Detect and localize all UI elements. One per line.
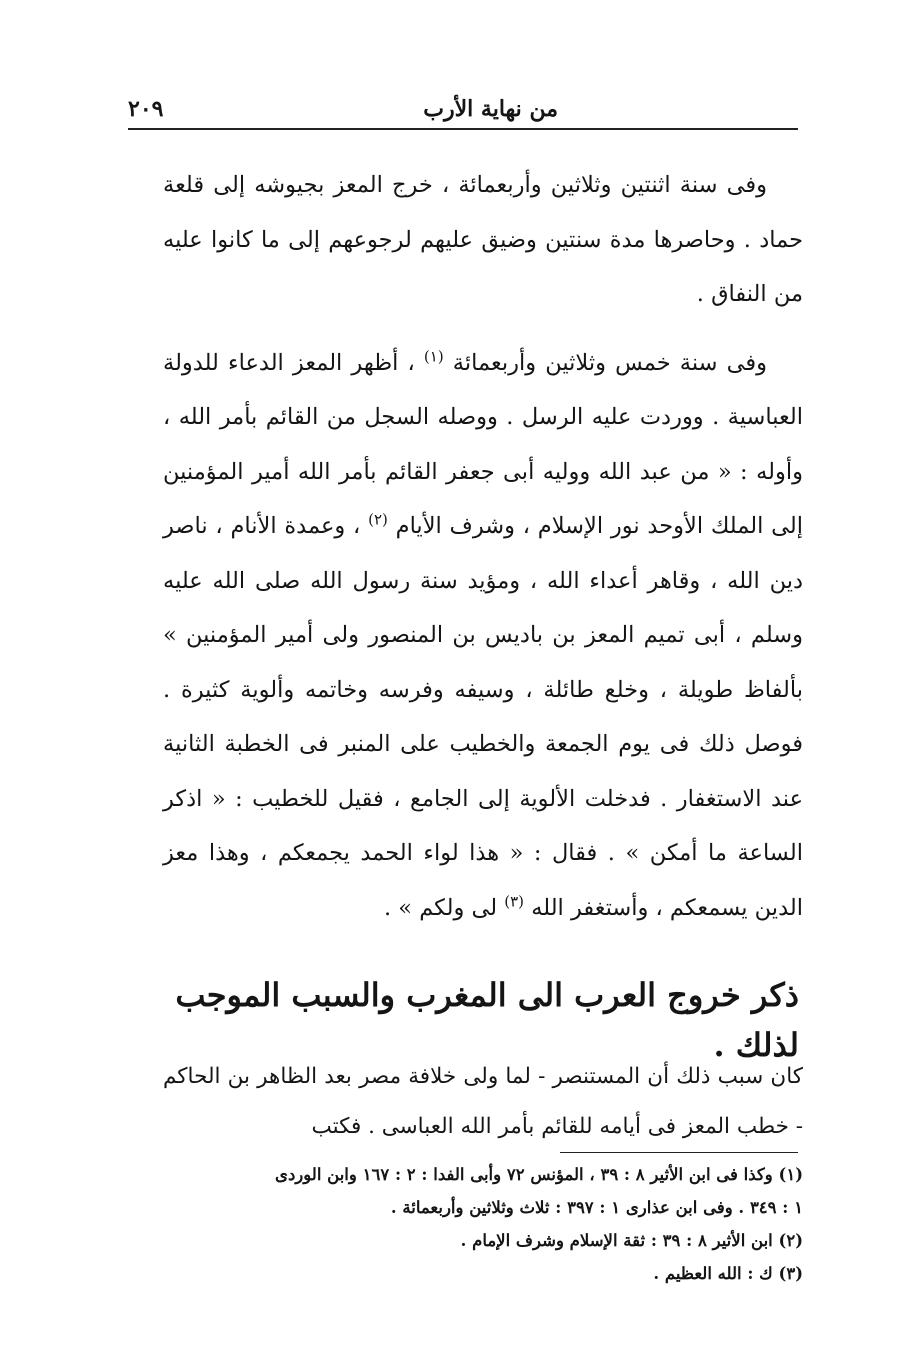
footnote-ref-2: (٢) [368, 510, 388, 529]
footnote-2: (٢) ابن الأثير ٨ : ٣٩ : ثقة الإسلام وشرف الإمام . [460, 1231, 803, 1250]
footnote-divider [560, 1152, 798, 1153]
footnotes [153, 1158, 803, 1290]
page-number: ٢٠٩ [128, 96, 164, 122]
running-head: من نهاية الأرب [423, 96, 558, 122]
page-header [128, 80, 798, 130]
paragraph-1: وفى سنة اثنتين وثلاثين وأربعمائة ، خرج المعز بجيوشه إلى قلعة حماد . وحاصرها مدة سنتين وضيق عليهم لرجوعهم إلى ما كانوا عليه من النفاق . [163, 172, 803, 307]
footnote-3: (٣) ك : الله العظيم . [653, 1264, 803, 1283]
footnote-ref-3: (٣) [504, 892, 525, 910]
paragraph-2 [163, 336, 803, 936]
paragraph-2-part-a: وفى سنة خمس وثلاثين وأربعمائة [452, 349, 767, 376]
footnote-1-line-2: ١ : ٣٤٩ . وفى ابن عذارى ١ : ٣٩٧ : ثلاث وثلاثين وأربعمائة . [390, 1198, 803, 1217]
section-heading: ذكر خروج العرب الى المغرب والسبب الموجب لذلك . [175, 976, 799, 1064]
paragraph-2-part-d: لى ولكم » . [383, 894, 498, 921]
section-paragraph: كان سبب ذلك أن المستنصر - لما ولى خلافة مصر بعد الظاهر بن الحاكم - خطب المعز فى أيامه للقائم بأمر الله العباسى . فكتب [163, 1064, 803, 1139]
footnote-ref-1: (١) [423, 347, 444, 365]
paragraph-2-part-b: ، أظهر المعز الدعاء للدولة العباسية . ووردت عليه الرسل . ووصله السجل من القائم بأمر الله ، وأوله : « من عبد الله ووليه أبى جعفر القائم بأمر الله أمير المؤمنين إلى الملك الأوحد نور الإسلام ، وشرف الأيام [163, 349, 804, 539]
paragraph-2-part-c: ، وعمدة الأنام ، ناصر دين الله ، وقاهر أعداء الله ، ومؤيد سنة رسول الله صلى الله عليه وسلم ، أبى تميم المعز بن باديس بن المنصور ولى أمير المؤمنين » بألفاظ طويلة ، وخلع طائلة ، وسيفه وفرسه وخاتمه وألوية كثيرة . فوصل ذلك فى يوم الجمعة والخطيب على المنبر فى الخطبة الثانية عند الاستغفار . فدخلت الألوية إلى الجامع ، فقيل للخطيب : « اذكر الساعة ما أمكن » . فقال : « هذا لواء الحمد يجمعكم ، وهذا معز الدين يسمعكم ، وأستغفر الله [163, 513, 803, 921]
main-text [163, 158, 803, 935]
footnote-1-line-1: (١) وكذا فى ابن الأثير ٨ : ٣٩ ، المؤنس ٧٢ وأبى الفدا : ٢ : ١٦٧ وابن الوردى [275, 1165, 803, 1184]
